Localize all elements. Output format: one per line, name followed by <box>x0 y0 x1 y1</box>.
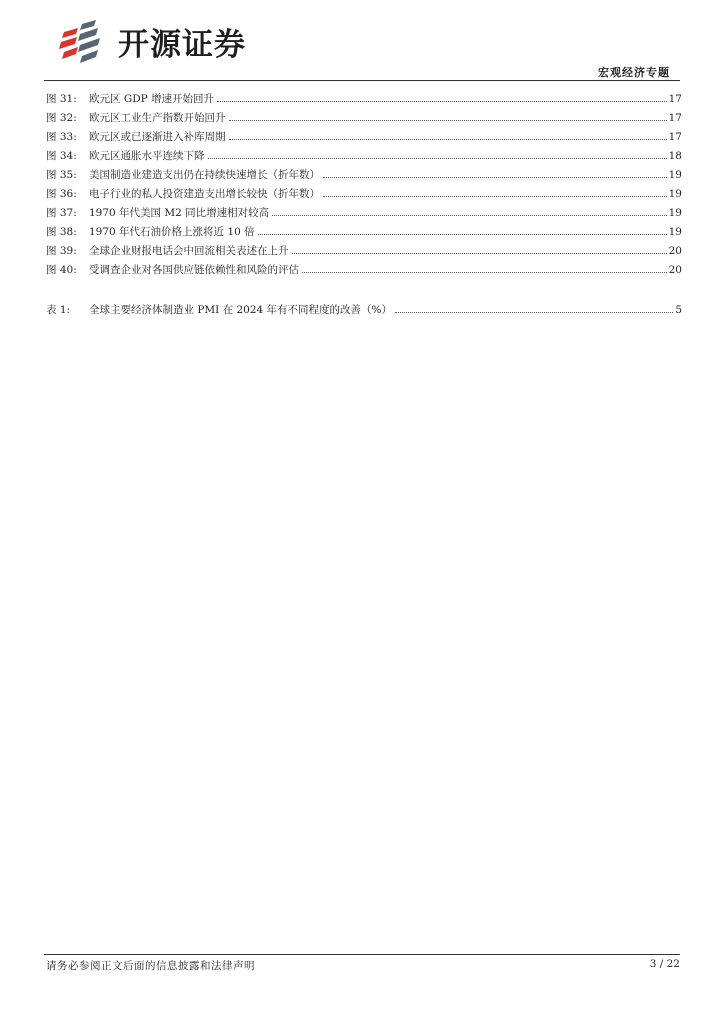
leader-dots <box>323 177 667 178</box>
entry-page-number: 20 <box>668 245 682 257</box>
entry-label: 图 39: <box>46 245 77 257</box>
list-gap <box>46 281 682 302</box>
entry-page-number: 17 <box>668 131 682 143</box>
toc-entry[interactable] <box>46 148 682 167</box>
entry-page-number: 18 <box>668 150 682 162</box>
entry-title: 欧元区 GDP 增速开始回升 <box>89 93 215 105</box>
entry-title: 美国制造业建造支出仍在持续快速增长（折年数） <box>89 169 320 181</box>
entry-title: 欧元区通胀水平连续下降 <box>89 150 205 162</box>
entry-page-number: 5 <box>675 304 682 316</box>
entry-page-number: 19 <box>668 207 682 219</box>
leader-dots <box>323 196 667 197</box>
entry-page-number: 19 <box>668 226 682 238</box>
footer-disclaimer: 请务必参阅正文后面的信息披露和法律声明 <box>46 960 255 972</box>
toc-entry[interactable] <box>46 262 682 281</box>
entry-title: 电子行业的私人投资建造支出增长较快（折年数） <box>89 188 320 200</box>
table-list <box>46 302 682 321</box>
entry-label: 图 32: <box>46 112 77 124</box>
toc-entry[interactable] <box>46 205 682 224</box>
entry-label: 表 1: <box>46 304 71 316</box>
entry-label: 图 40: <box>46 264 77 276</box>
page-header <box>0 0 724 82</box>
entry-page-number: 17 <box>668 93 682 105</box>
toc-entry[interactable] <box>46 243 682 262</box>
entry-title: 受调查企业对各国供应链依赖性和风险的评估 <box>89 264 299 276</box>
entry-label: 图 36: <box>46 188 77 200</box>
entry-title: 欧元区工业生产指数开始回升 <box>89 112 226 124</box>
entry-page-number: 17 <box>668 112 682 124</box>
toc-entry[interactable] <box>46 224 682 243</box>
toc-entry[interactable] <box>46 167 682 186</box>
toc-entry[interactable] <box>46 129 682 148</box>
leader-dots <box>395 312 673 313</box>
figure-list <box>46 91 682 281</box>
entry-title: 1970 年代石油价格上涨将近 10 倍 <box>89 226 255 238</box>
logo-text: 开源证券 <box>118 26 246 63</box>
toc-entry[interactable] <box>46 186 682 205</box>
toc-entry[interactable] <box>46 91 682 110</box>
logo-mark-icon <box>58 18 112 64</box>
entry-title: 欧元区或已逐渐进入补库周期 <box>89 131 226 143</box>
entry-label: 图 31: <box>46 93 77 105</box>
entry-title: 全球企业财报电话会中回流相关表述在上升 <box>89 245 289 257</box>
entry-label: 图 38: <box>46 226 77 238</box>
header-rule <box>44 80 680 81</box>
leader-dots <box>208 158 667 159</box>
entry-label: 图 34: <box>46 150 77 162</box>
document-type: 宏观经济专题 <box>598 66 670 79</box>
leader-dots <box>292 253 667 254</box>
leader-dots <box>229 139 667 140</box>
entry-title: 1970 年代美国 M2 同比增速相对较高 <box>89 207 270 219</box>
company-logo <box>58 18 246 64</box>
table-of-figures <box>46 91 682 321</box>
footer-rule <box>44 954 680 955</box>
entry-page-number: 19 <box>668 188 682 200</box>
toc-entry[interactable] <box>46 302 682 321</box>
entry-label: 图 33: <box>46 131 77 143</box>
leader-dots <box>272 215 666 216</box>
entry-page-number: 19 <box>668 169 682 181</box>
leader-dots <box>258 234 667 235</box>
entry-label: 图 37: <box>46 207 77 219</box>
entry-label: 图 35: <box>46 169 77 181</box>
leader-dots <box>217 101 667 102</box>
entry-title: 全球主要经济体制造业 PMI 在 2024 年有不同程度的改善（%） <box>89 304 393 316</box>
entry-page-number: 20 <box>668 264 682 276</box>
leader-dots <box>229 120 667 121</box>
leader-dots <box>302 272 667 273</box>
toc-entry[interactable] <box>46 110 682 129</box>
footer-page-number: 3 / 22 <box>649 958 680 970</box>
